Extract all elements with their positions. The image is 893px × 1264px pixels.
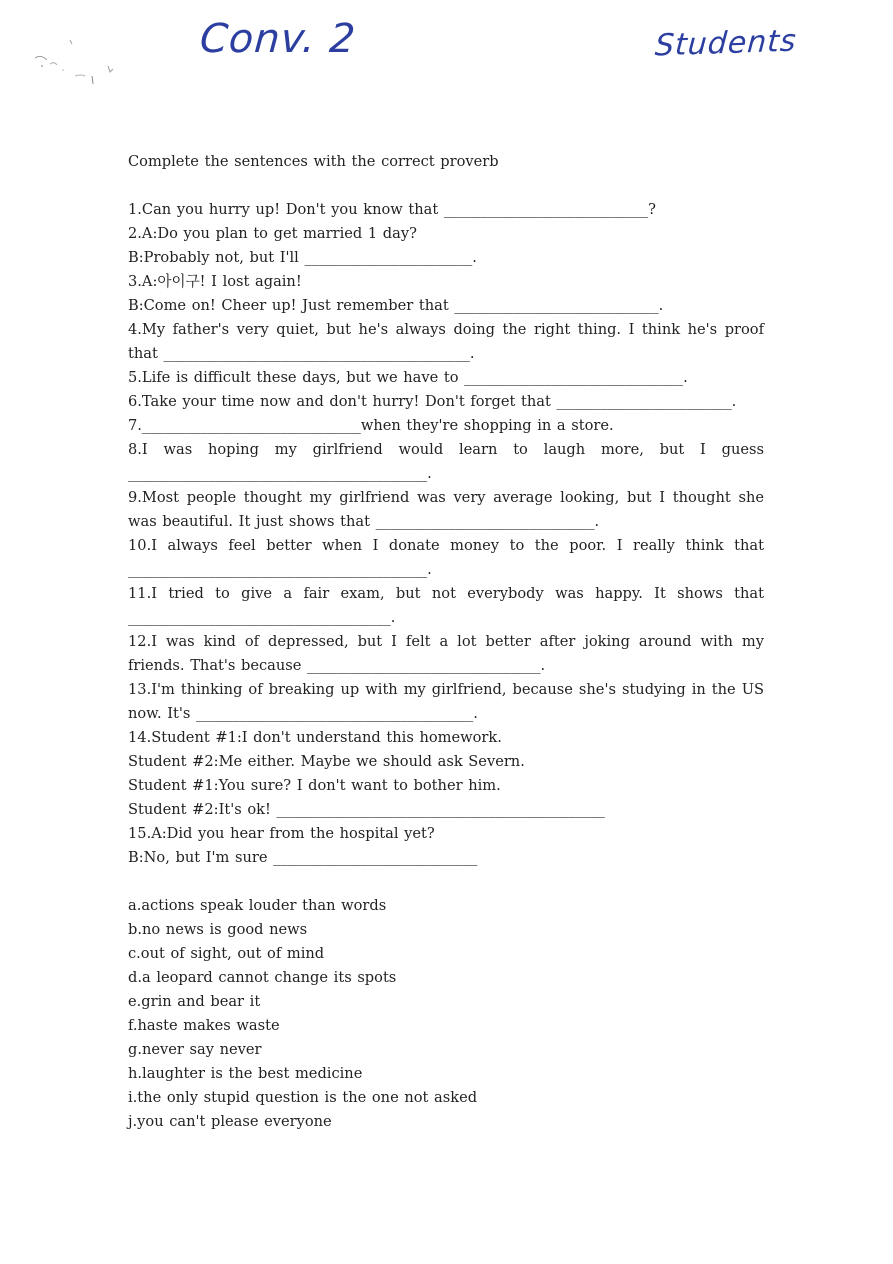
question-line: ____________________________________. <box>128 609 396 626</box>
question-line: 14.Student #1:I don't understand this homework. <box>128 729 502 746</box>
worksheet <box>128 150 764 1134</box>
handwritten-title: Conv. 2 <box>198 16 358 62</box>
question-line: 4.My father's very quiet, but he's always doing the right thing. I think he's proof <box>128 321 764 338</box>
question-line: now. It's ______________________________________. <box>128 705 478 722</box>
proverb-item: c.out of sight, out of mind <box>128 945 325 962</box>
question-line: Student #2:Me either. Maybe we should ask Severn. <box>128 753 525 770</box>
proverb-item: f.haste makes waste <box>128 1017 280 1034</box>
question-line: 7.______________________________when they're shopping in a store. <box>128 417 614 434</box>
scan-smudge <box>30 36 120 86</box>
proverb-item: h.laughter is the best medicine <box>128 1065 363 1082</box>
proverb-item: i.the only stupid question is the one not asked <box>128 1089 478 1106</box>
question-line: 2.A:Do you plan to get married 1 day? <box>128 225 417 242</box>
proverb-item: g.never say never <box>128 1041 262 1058</box>
proverb-item: b.no news is good news <box>128 921 308 938</box>
question-line: that __________________________________________. <box>128 345 475 362</box>
question-line: 6.Take your time now and don't hurry! Don't forget that ________________________. <box>128 393 737 410</box>
question-line: 12.I was kind of depressed, but I felt a lot better after joking around with my <box>128 633 764 650</box>
question-list <box>128 198 764 870</box>
question-line: _________________________________________. <box>128 561 432 578</box>
instruction: Complete the sentences with the correct proverb <box>128 153 499 170</box>
proverb-item: e.grin and bear it <box>128 993 261 1010</box>
question-line: 3.A:아이구! I lost again! <box>128 273 302 290</box>
question-line: B:Probably not, but I'll _______________________. <box>128 249 477 266</box>
question-line: 1.Can you hurry up! Don't you know that ____________________________? <box>128 201 657 218</box>
question-line: was beautiful. It just shows that ______________________________. <box>128 513 600 530</box>
question-line: B:No, but I'm sure ____________________________ <box>128 849 478 866</box>
proverb-item: j.you can't please everyone <box>128 1113 332 1130</box>
question-line: Student #2:It's ok! _____________________________________________ <box>128 801 605 818</box>
question-line: 9.Most people thought my girlfriend was very average looking, but I thought she <box>128 489 764 506</box>
spacer <box>128 870 764 894</box>
question-line: 5.Life is difficult these days, but we have to ______________________________. <box>128 369 688 386</box>
proverb-item: d.a leopard cannot change its spots <box>128 969 397 986</box>
question-line: 13.I'm thinking of breaking up with my girlfriend, because she's studying in the US <box>128 681 764 698</box>
question-line: 11.I tried to give a fair exam, but not everybody was happy. It shows that <box>128 585 764 602</box>
question-line: 15.A:Did you hear from the hospital yet? <box>128 825 435 842</box>
question-line: 8.I was hoping my girlfriend would learn to laugh more, but I guess <box>128 441 764 458</box>
handwritten-students-label: Students <box>653 23 798 64</box>
question-line: B:Come on! Cheer up! Just remember that ____________________________. <box>128 297 664 314</box>
proverb-item: a.actions speak louder than words <box>128 897 387 914</box>
question-line: _________________________________________. <box>128 465 432 482</box>
proverb-list <box>128 894 764 1134</box>
question-line: Student #1:You sure? I don't want to bother him. <box>128 777 501 794</box>
question-line: 10.I always feel better when I donate money to the poor. I really think that <box>128 537 764 554</box>
question-line: friends. That's because ________________________________. <box>128 657 546 674</box>
